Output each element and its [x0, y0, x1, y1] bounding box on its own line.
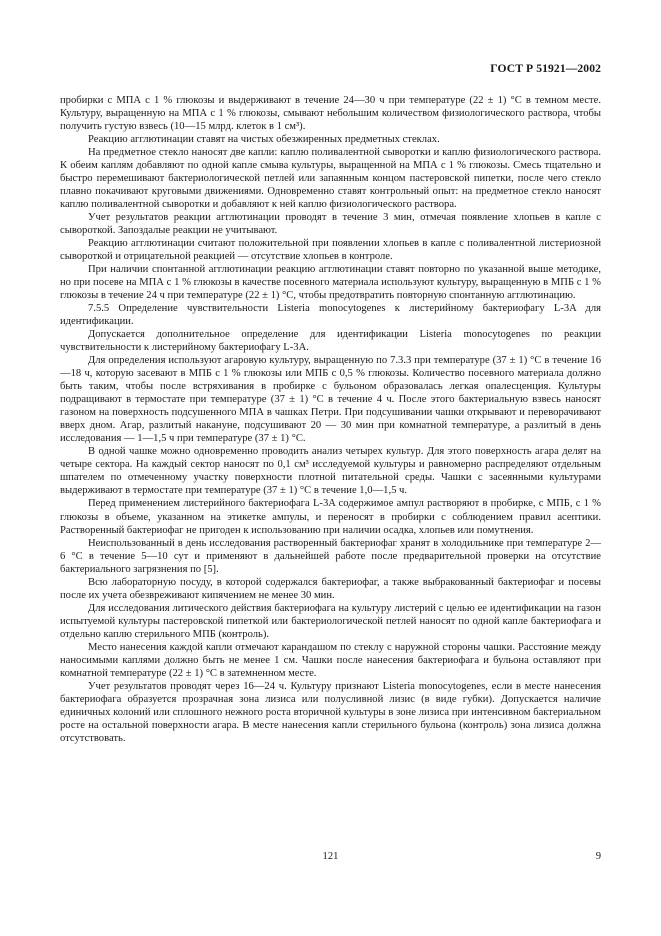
paragraph: Перед применением листерийного бактериофага L-3A содержимое ампул растворяют в пробирке, с МПБ, с 1 % глюкозы в объеме, указанном на этикетке ампулы, и переносят в пробирки с соблюдением правил асептики. Растворенный бактериофаг не пригоден к использованию при наличии осадка, хлопьев или помутнения.	[60, 498, 601, 536]
paragraph: Место нанесения каждой капли отмечают карандашом по стеклу с наружной стороны чашки. Расстояние между наносимыми каплями должно быть не менее 1 см. Чашки после нанесения бактериофага и бульона оставляют при комнатной температуре (22 ± 1) °С в затемненном месте.	[60, 641, 601, 679]
document-body	[60, 94, 601, 745]
paragraph: На предметное стекло наносят две капли: каплю поливалентной сыворотки и каплю физиологического раствора. К обеим каплям добавляют по одной капле смыва культуры, выращенной на МПА с 1 % глюкозы. Смесь тщательно и быстро перемешивают бактериологической петлей или запаянным концом пастеровской пипетки, после чего стекло плавно покачивают круговыми движениями. Одновременно ставят контрольный опыт: на предметное стекло наносят каплю поливалентной сыворотки и добавляют к ней каплю физиологического раствора.	[60, 147, 601, 211]
paragraph: Для определения используют агаровую культуру, выращенную по 7.3.3 при температуре (37 ± 1) °С в течение 16—18 ч, которую засевают в МПБ с 1 % глюкозы или МПБ с 0,5 % глюкозы. Количество посевного материала должно быть таким, чтобы после встряхивания в пробирке с бульоном образовалась легкая опалесценция. Культуры подращивают в термостате при температуре (37 ± 1) °С в течение 4 ч. После этого бактериальную взвесь наносят газоном на поверхность подсушенного МПА в чашках Петри. При подсушивании чашки открывают и переворачивают вверх дном. Агар, разлитый накануне, подсушивают 20 — 30 мин при комнатной температуре, а разлитый в день исследования — 1—1,5 ч при температуре (37 ± 1) °С.	[60, 355, 601, 445]
paragraph: Допускается дополнительное определение для идентификации Listeria monocytogenes по реакции чувствительности к листерийному бактериофагу L-3A.	[60, 329, 601, 354]
paragraph: При наличии спонтанной агглютинации реакцию агглютинации ставят повторно по указанной выше методике, но при посеве на МПА с 1 % глюкозы в качестве посевного материала используют культуру, выращенную в МПБ с 1 % глюкозы в течение 24 ч при температуре (22 ± 1) °С, чтобы предотвратить повторную спонтанную агглютинацию.	[60, 264, 601, 302]
paragraph: Всю лабораторную посуду, в которой содержался бактериофаг, а также выбракованный бактериофаг и посевы после их учета обезвреживают кипячением не менее 30 мин.	[60, 576, 601, 601]
section-heading-7-5-5: 7.5.5 Определение чувствительности Listeria monocytogenes к листерийному бактериофагу L-3A для идентификации.	[60, 303, 601, 328]
paragraph: Учет результатов проводят через 16—24 ч. Культуру признают Listeria monocytogenes, если в месте нанесения бактериофага образуется прозрачная зона лизиса или полусливной лизис (в виде губки). Допускается наличие единичных колоний или сплошного нежного роста вторичной культуры в зоне лизиса при интенсивном бактериальном росте на остальной поверхности агара. В месте нанесения капли стерильного бульона (контроль) зона лизиса должна отсутствовать.	[60, 680, 601, 744]
paragraph: Для исследования литического действия бактериофага на культуру листерий с целью ее идентификации на газон испытуемой культуры пастеровской пипеткой или бактериологической петлей наносят по одной капле бактериофага и отдельно каплю стерильного МПБ (контроль).	[60, 602, 601, 640]
paragraph: Учет результатов реакции агглютинации проводят в течение 3 мин, отмечая появление хлопьев в капле с сывороткой. Запоздалые реакции не учитывают.	[60, 212, 601, 237]
paragraph: В одной чашке можно одновременно проводить анализ четырех культур. Для этого поверхность агара делят на четыре сектора. На каждый сектор наносят по 0,1 см³ исследуемой культуры и равномерно распределяют отдельным шпателем по отмеченному участку поверхности плотной питательной среды. Чашки с засеянными культурами выдерживают в термостате при температуре (37 ± 1) °С в течение 1,0—1,5 ч.	[60, 446, 601, 497]
paragraph: Реакцию агглютинации ставят на чистых обезжиренных предметных стеклах.	[88, 134, 440, 146]
paragraph: Реакцию агглютинации считают положительной при появлении хлопьев в капле с поливалентной листериозной сывороткой и отрицательной реакцией — отсутствие хлопьев в контроле.	[60, 238, 601, 263]
footer-sheet-number: 121	[322, 851, 339, 862]
paragraph: Неиспользованный в день исследования растворенный бактериофаг хранят в холодильнике при температуре 2—6 °С в течение 5—10 сут и применяют в дальнейшей работе после предварительной проверки на отсутствие бактериального загрязнения по [5].	[60, 537, 601, 575]
paragraph-continuation: пробирки с МПА с 1 % глюкозы и выдерживают в течение 24—30 ч при температуре (22 ± 1) °С в темном месте. Культуру, выращенную на МПА с 1 % глюкозы, смывают небольшим количеством физиологического раствора, чтобы получить густую взвесь (10—15 млрд. клеток в 1 см³).	[60, 95, 601, 133]
page-number: 9	[595, 851, 601, 862]
document-code-header: ГОСТ Р 51921—2002	[490, 62, 601, 75]
